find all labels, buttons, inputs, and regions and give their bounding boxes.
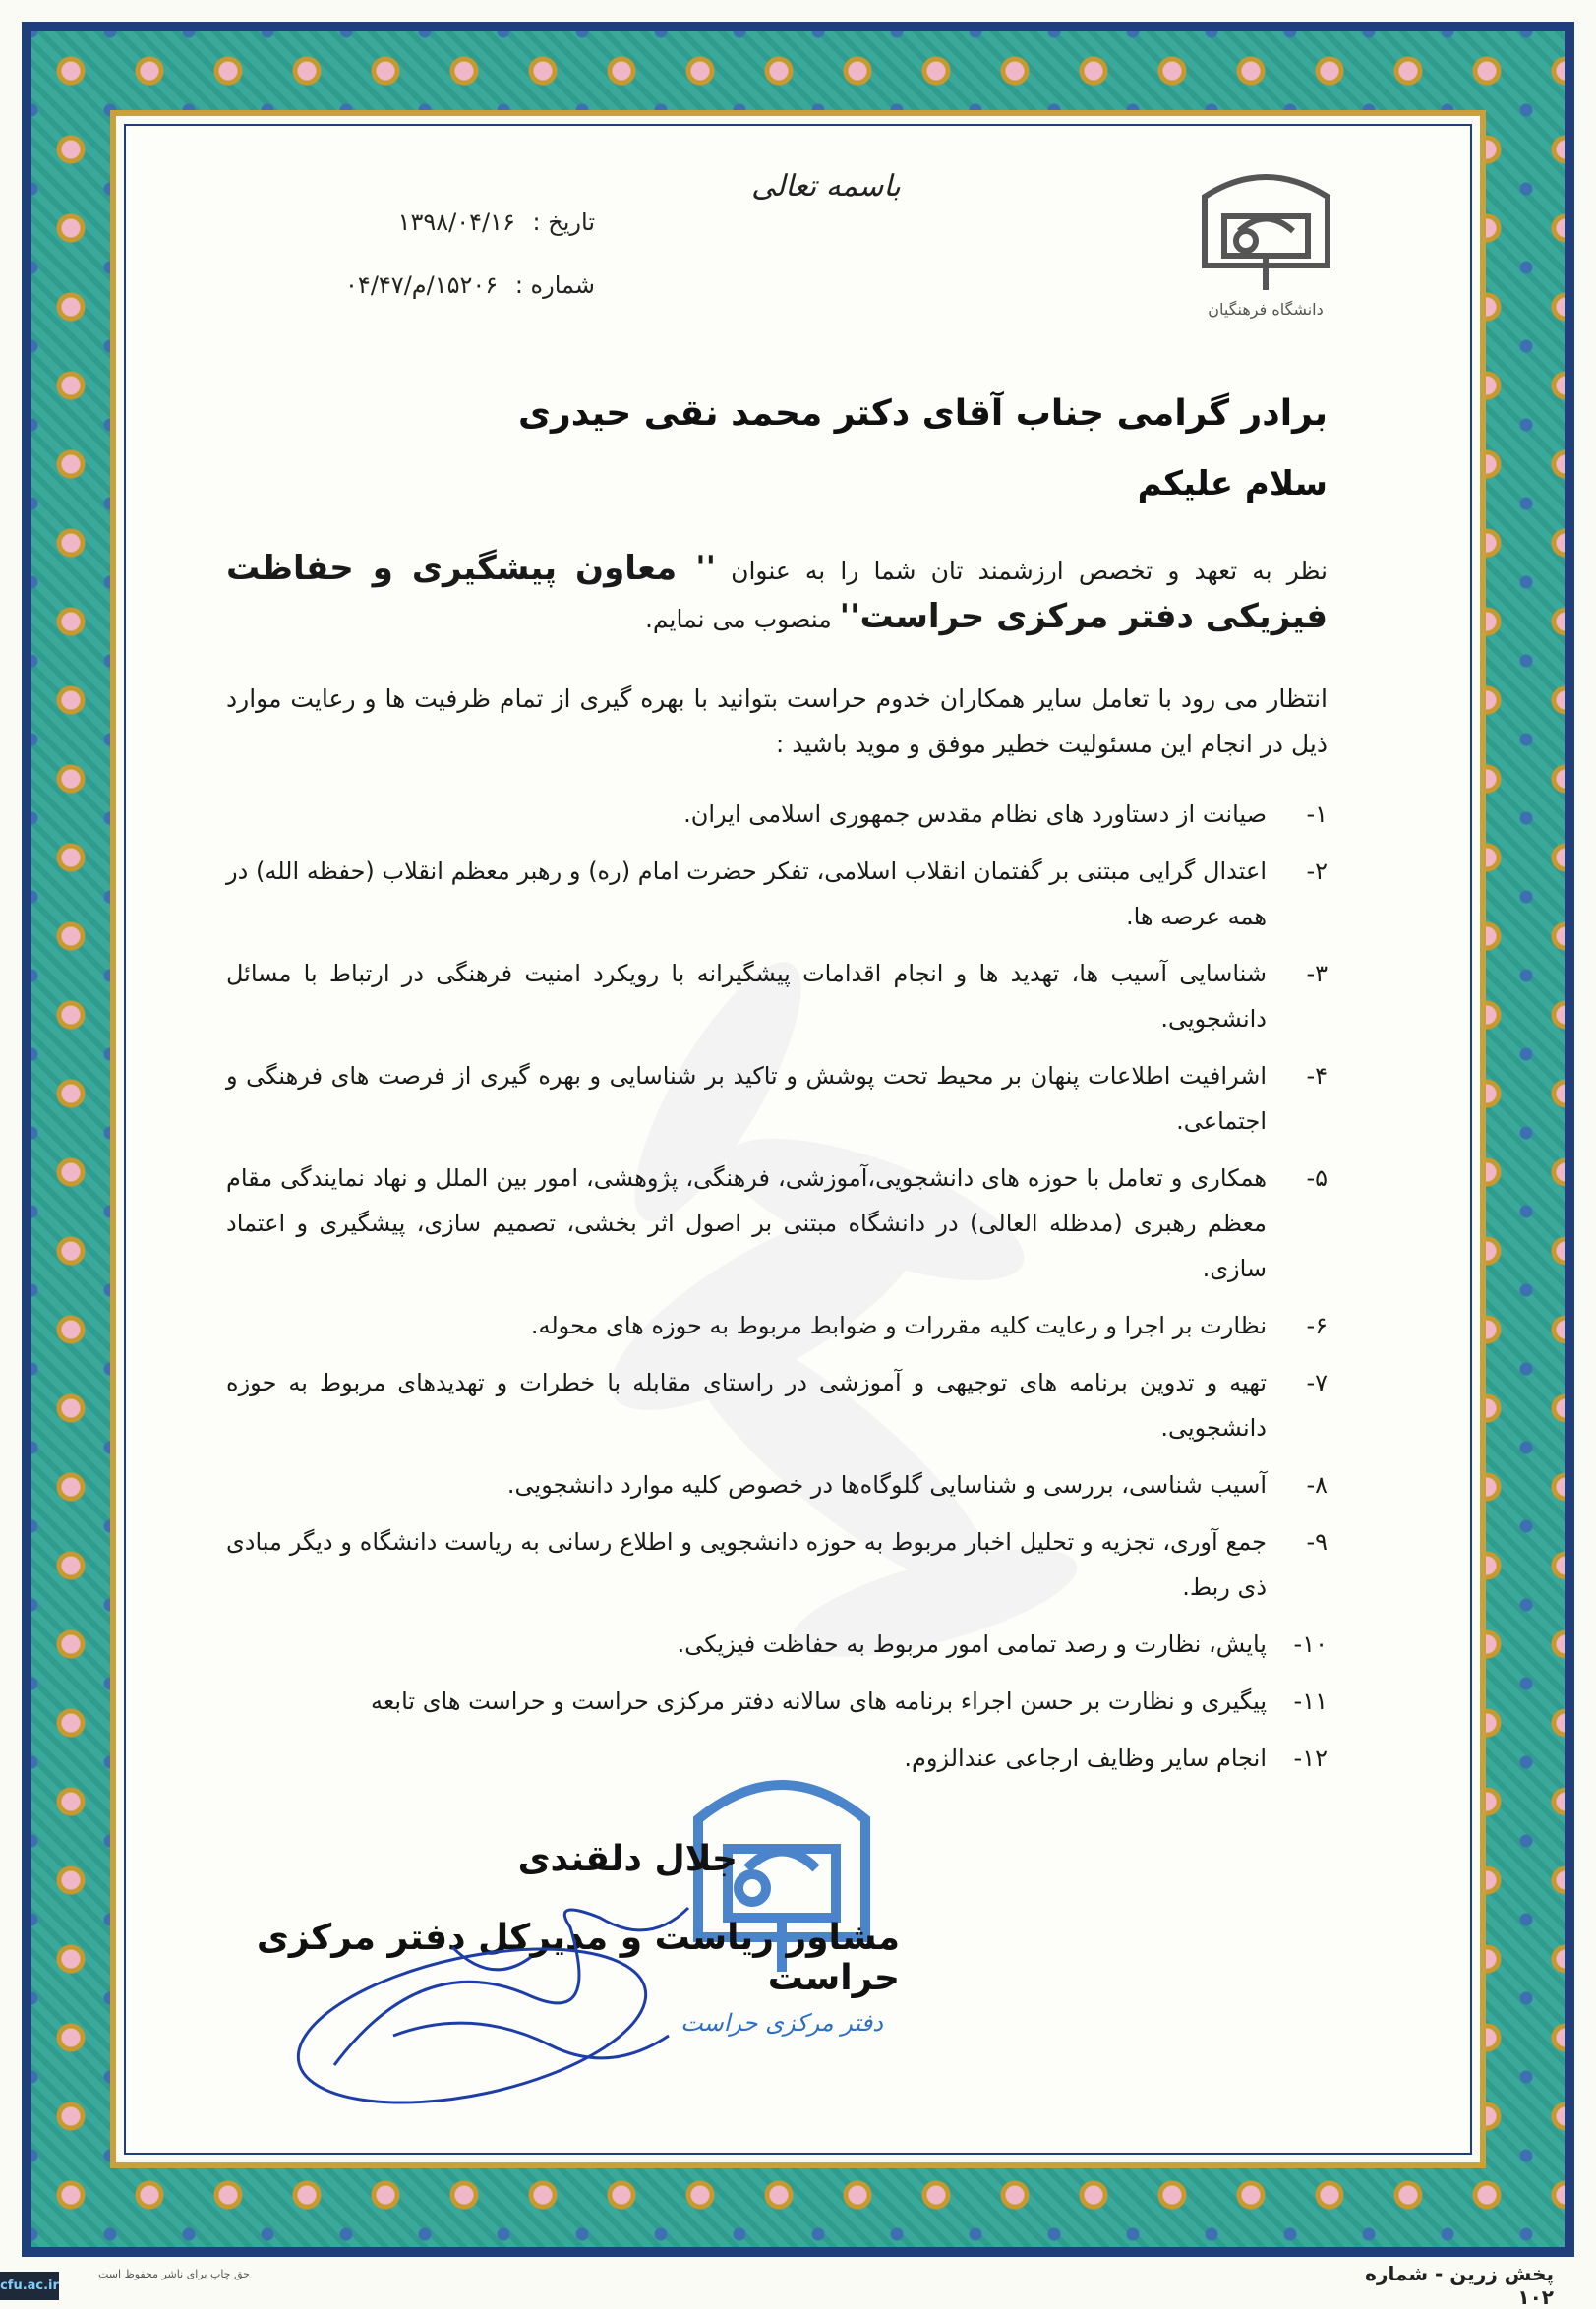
- duty-text: جمع آوری، تجزیه و تحلیل اخبار مربوط به حوزه دانشجویی و اطلاع رسانی به ریاست دانشگاه و دیگر مبادی ذی ربط.: [226, 1528, 1267, 1601]
- duty-number: ۸-: [1306, 1471, 1328, 1499]
- number-label: شماره :: [514, 271, 595, 299]
- duty-text: صیانت از دستاورد های نظام مقدس جمهوری اسلامی ایران.: [683, 800, 1267, 828]
- duty-number: ۱۰-: [1293, 1630, 1328, 1658]
- duty-number: ۱-: [1306, 800, 1328, 828]
- date-label: تاریخ :: [532, 208, 595, 236]
- duty-item: [226, 1519, 1328, 1610]
- duty-text: انجام سایر وظایف ارجاعی عندالزوم.: [904, 1745, 1267, 1772]
- footer-copyright: حق چاپ برای ناشر محفوظ است: [98, 2268, 250, 2280]
- duty-number: ۲-: [1306, 858, 1328, 885]
- intro-post: منصوب می نمایم.: [644, 605, 832, 633]
- duty-item: [226, 1622, 1328, 1667]
- duty-number: ۷-: [1306, 1369, 1328, 1396]
- duty-text: پیگیری و نظارت بر حسن اجراء برنامه های سالانه دفتر مرکزی حراست و حراست های تابعه: [370, 1687, 1267, 1715]
- bismillah-heading: باسمه تعالی: [751, 169, 901, 204]
- duties-list: [226, 792, 1328, 1793]
- duty-text: آسیب شناسی، بررسی و شناسایی گلوگاه‌ها در خصوص کلیه موارد دانشجویی.: [506, 1471, 1267, 1499]
- duty-number: ۴-: [1306, 1062, 1328, 1090]
- date-value: ۱۳۹۸/۰۴/۱۶: [397, 208, 515, 236]
- duty-item: [226, 792, 1328, 837]
- duty-item: [226, 849, 1328, 939]
- greeting: سلام علیکم: [1137, 464, 1328, 503]
- duty-text: اشرافیت اطلاعات پنهان بر محیط تحت پوشش و تاکید بر شناسایی و بهره گیری از فرصت های فرهنگی و اجتماعی.: [226, 1062, 1267, 1135]
- signatory-name: جلال دلقندی: [517, 1839, 738, 1879]
- expectation-paragraph: انتظار می رود با تعامل سایر همکاران خدوم حراست بتوانید با بهره گیری از تمام ظرفیت ها و رعایت موارد ذیل در انجام این مسئولیت خطیر موفق و موید باشید :: [226, 684, 1328, 758]
- duty-item: [226, 951, 1328, 1041]
- duty-text: پایش، نظارت و رصد تمامی امور مربوط به حفاظت فیزیکی.: [677, 1630, 1267, 1658]
- university-logo-icon: [1185, 157, 1347, 344]
- handwritten-signature-icon: [275, 1888, 728, 2114]
- duty-number: ۱۲-: [1293, 1745, 1328, 1772]
- signatory-title: مشاور ریاست و مدیرکل دفتر مرکزی حراست: [256, 1918, 900, 1998]
- site-badge: cfu.ac.ir: [0, 2272, 59, 2300]
- duty-number: ۳-: [1306, 960, 1328, 987]
- date-line: [280, 208, 595, 236]
- duty-item: [226, 1360, 1328, 1451]
- duty-item: [226, 1053, 1328, 1144]
- logo-caption: دانشگاه فرهنگیان: [1208, 300, 1324, 319]
- duty-text: نظارت بر اجرا و رعایت کلیه مقررات و ضوابط مربوط به حوزه های محوله.: [530, 1312, 1267, 1339]
- footer-publisher: پخش زرین - شماره ۱۰۲: [1365, 2262, 1554, 2309]
- duty-number: ۹-: [1306, 1528, 1328, 1556]
- duty-item: [226, 1679, 1328, 1724]
- duty-number: ۵-: [1306, 1164, 1328, 1192]
- intro-pre: نظر به تعهد و تخصص ارزشمند تان شما را به عنوان: [731, 557, 1328, 585]
- duty-item: [226, 1303, 1328, 1348]
- intro-paragraph: [226, 546, 1328, 642]
- number-value: ۱۵۲۰۶/م/۰۴/۴۷: [345, 271, 499, 299]
- duty-number: ۱۱-: [1293, 1687, 1328, 1715]
- salutation: برادر گرامی جناب آقای دکتر محمد نقی حیدری: [518, 393, 1328, 434]
- stamp-caption: دفتر مرکزی حراست: [680, 2009, 883, 2037]
- duty-item: [226, 1462, 1328, 1508]
- duty-text: تهیه و تدوین برنامه های توجیهی و آموزشی در راستای مقابله با خطرات و تهدیدهای مربوط به حوزه دانشجویی.: [226, 1369, 1267, 1442]
- intro-title: '' معاون پیشگیری و حفاظت فیزیکی دفتر مرکزی حراست'': [226, 549, 1328, 636]
- number-line: [280, 271, 595, 299]
- duty-number: ۶-: [1306, 1312, 1328, 1339]
- duty-text: اعتدال گرایی مبتنی بر گفتمان انقلاب اسلامی، تفکر حضرت امام (ره) و رهبر معظم انقلاب (حفظه الله) در همه عرصه ها.: [226, 858, 1267, 930]
- duty-text: همکاری و تعامل با حوزه های دانشجویی،آموزشی، فرهنگی، پژوهشی، امور بین الملل و نهاد نمایندگی مقام معظم رهبری (مدظله العالی) در دانشگاه مبتنی بر اصول اثر بخشی، تصمیم سازی، پیشگیری و اعتماد سازی.: [226, 1164, 1267, 1282]
- duty-text: شناسایی آسیب ها، تهدید ها و انجام اقدامات پیشگیرانه با رویکرد امنیت فرهنگی در ارتباط با مسائل دانشجویی.: [226, 960, 1267, 1033]
- duty-item: [226, 1155, 1328, 1291]
